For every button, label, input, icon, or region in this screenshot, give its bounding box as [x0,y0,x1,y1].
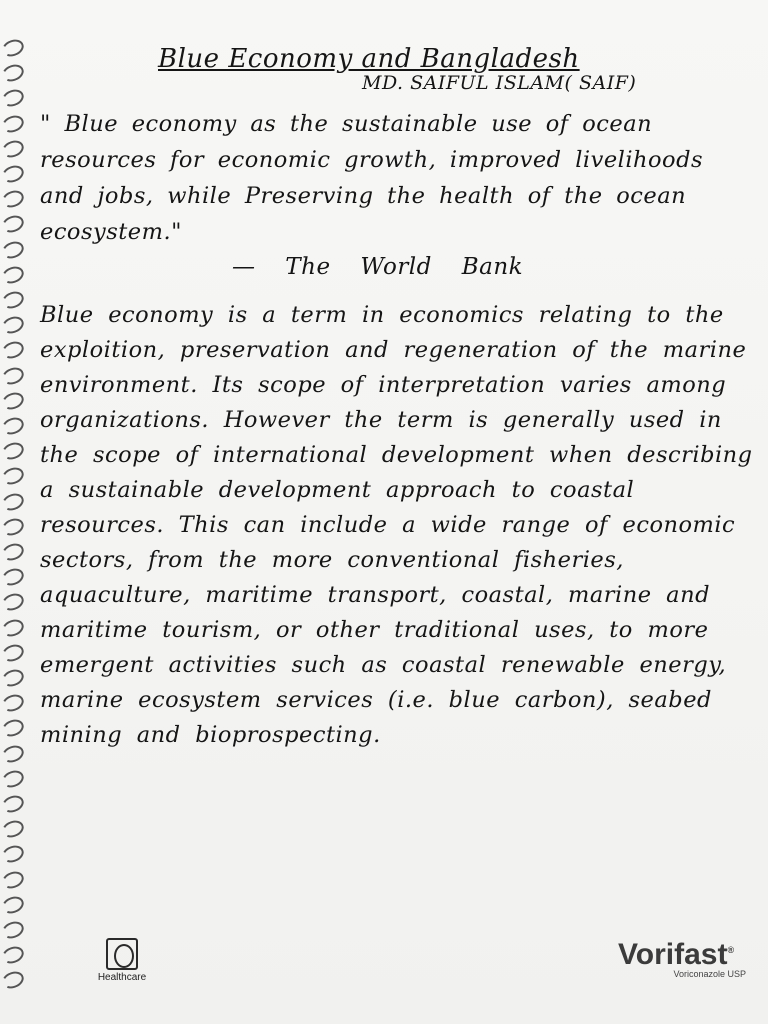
vorifast-brand [618,938,758,972]
spiral-ring [0,238,26,261]
quote-text: " Blue economy as the sustainable use of ocean resources for economic growth, improved livelihoods and jobs, while Preserving the health of the ocean ecosystem." [40,111,704,245]
spiral-ring [0,87,26,110]
spiral-ring [0,692,26,715]
spiral-ring [0,793,26,816]
spiral-ring [0,289,26,312]
spiral-ring [0,62,26,85]
spiral-ring [0,894,26,917]
spiral-ring [0,339,26,362]
spiral-ring [0,37,26,60]
spiral-ring [0,163,26,186]
spiral-ring [0,591,26,614]
body-paragraph: Blue economy is a term in economics relating to the exploition, preservation and regeneration of the marine environment. Its scope of interpretation varies among organizations. However the term is generally used in the scope of international development when describing a sustainable development approach to coastal resources. This can include a wide range of economic sectors, from the more conventional fisheries, aquaculture, maritime transport, coastal, marine and maritime tourism, or other traditional uses, to more emergent activities such as coastal renewable energy, marine ecosystem services (i.e. blue carbon), seabed mining and bioprospecting. [40,302,753,748]
spiral-ring [0,112,26,135]
spiral-ring [0,188,26,211]
spiral-ring [0,138,26,161]
spiral-ring [0,667,26,690]
vorifast-brand-name: Vorifast [618,938,728,971]
spiral-ring [0,717,26,740]
spiral-ring [0,642,26,665]
spiral-ring [0,768,26,791]
spiral-ring [0,742,26,765]
author-name: MD. SAIFUL ISLAM( SAIF) [362,72,637,94]
spiral-ring [0,415,26,438]
spiral-ring [0,818,26,841]
spiral-ring [0,868,26,891]
registered-mark: ® [727,945,735,955]
vorifast-logo [618,938,758,979]
healthcare-logo-label: Healthcare [97,972,147,983]
spiral-ring [0,919,26,942]
quote-attribution: — The World Bank [232,254,524,280]
spiral-ring [0,264,26,287]
spiral-ring [0,213,26,236]
spiral-ring [0,843,26,866]
spiral-ring [0,440,26,463]
healthcare-logo-icon [106,938,138,970]
spiral-ring [0,465,26,488]
spiral-ring [0,390,26,413]
spiral-ring [0,516,26,539]
spiral-ring [0,944,26,967]
spiral-ring [0,969,26,992]
spiral-binding [0,40,28,1000]
spiral-ring [0,616,26,639]
spiral-ring [0,566,26,589]
spiral-ring [0,314,26,337]
vorifast-subtitle: Voriconazole USP [673,969,746,979]
healthcare-logo [94,938,150,983]
page-title: Blue Economy and Bangladesh [158,44,580,74]
spiral-ring [0,490,26,513]
spiral-ring [0,541,26,564]
spiral-ring [0,364,26,387]
